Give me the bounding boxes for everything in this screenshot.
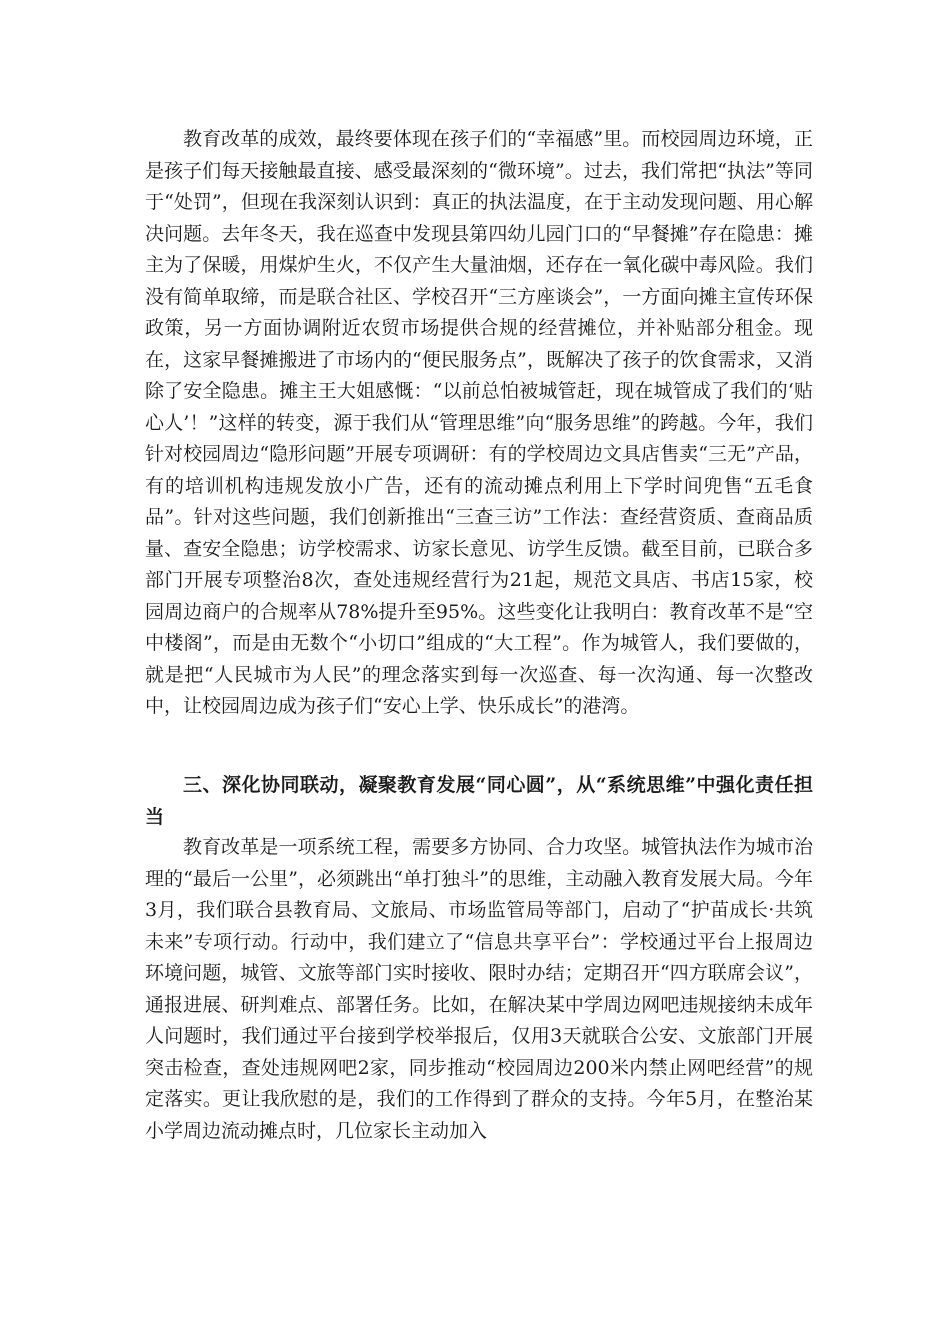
paragraph-1: 教育改革的成效，最终要体现在孩子们的“幸福感”里。而校园周边环境，正是孩子们每天接触最直接、感受最深刻的“微环境”。过去，我们常把“执法”等同于“处罚”，但现在我深刻认识到：真正的执法温度，在于主动发现问题、用心解决问题。去年冬天，我在巡查中发现县第四幼儿园门口的“早餐摊”存在隐患：摊主为了保暖，用煤炉生火，不仅产生大量油烟，还存在一氧化碳中毒风险。我们没有简单取缔，而是联合社区、学校召开“三方座谈会”，一方面向摊主宣传环保政策，另一方面协调附近农贸市场提供合规的经营摊位，并补贴部分租金。现在，这家早餐摊搬进了市场内的“便民服务点”，既解决了孩子的饮食需求，又消除了安全隐患。摊主王大姐感慨：“以前总怕被城管赶，现在城管成了我们的‘贴心人’！”这样的转变，源于我们从“管理思维”向“服务思维”的跨越。今年，我们针对校园周边“隐形问题”开展专项调研：有的学校周边文具店售卖“三无”产品，有的培训机构违规发放小广告，还有的流动摊点利用上下学时间兜售“五毛食品”。针对这些问题，我们创新推出“三查三访”工作法：查经营资质、查商品质量、查安全隐患；访学校需求、访家长意见、访学生反馈。截至目前，已联合多部门开展专项整治8次，查处违规经营行为21起，规范文具店、书店15家，校园周边商户的合规率从78%提升至95%。这些变化让我明白：教育改革不是“空中楼阁”，而是由无数个“小切口”组成的“大工程”。作为城管人，我们要做的，就是把“人民城市为人民”的理念落实到每一次巡查、每一次沟通、每一次整改中，让校园周边成为孩子们“安心上学、快乐成长”的港湾。 bbox=[145, 128, 813, 717]
section-3-heading: 三、深化协同联动，凝聚教育发展“同心圆”，从“系统思维”中强化责任担当 bbox=[145, 774, 813, 828]
section-heading-block bbox=[145, 770, 813, 833]
body-text-block-1 bbox=[145, 124, 813, 723]
paragraph-2: 教育改革是一项系统工程，需要多方协同、合力攻坚。城管执法作为城市治理的“最后一公里”，必须跳出“单打独斗”的思维，主动融入教育发展大局。今年3月，我们联合县教育局、文旅局、市场监管局等部门，启动了“护苗成长·共筑未来”专项行动。行动中，我们建立了“信息共享平台”：学校通过平台上报周边环境问题，城管、文旅等部门实时接收、限时办结；定期召开“四方联席会议”，通报进展、研判难点、部署任务。比如，在解决某中学周边网吧违规接纳未成年人问题时，我们通过平台接到学校举报后，仅用3天就联合公安、文旅部门开展突击检查，查处违规网吧2家，同步推动“校园周边200米内禁止网吧经营”的规定落实。更让我欣慰的是，我们的工作得到了群众的支持。今年5月，在整治某小学周边流动摊点时，几位家长主动加入 bbox=[145, 836, 813, 1142]
body-text-block-2 bbox=[145, 832, 813, 1147]
